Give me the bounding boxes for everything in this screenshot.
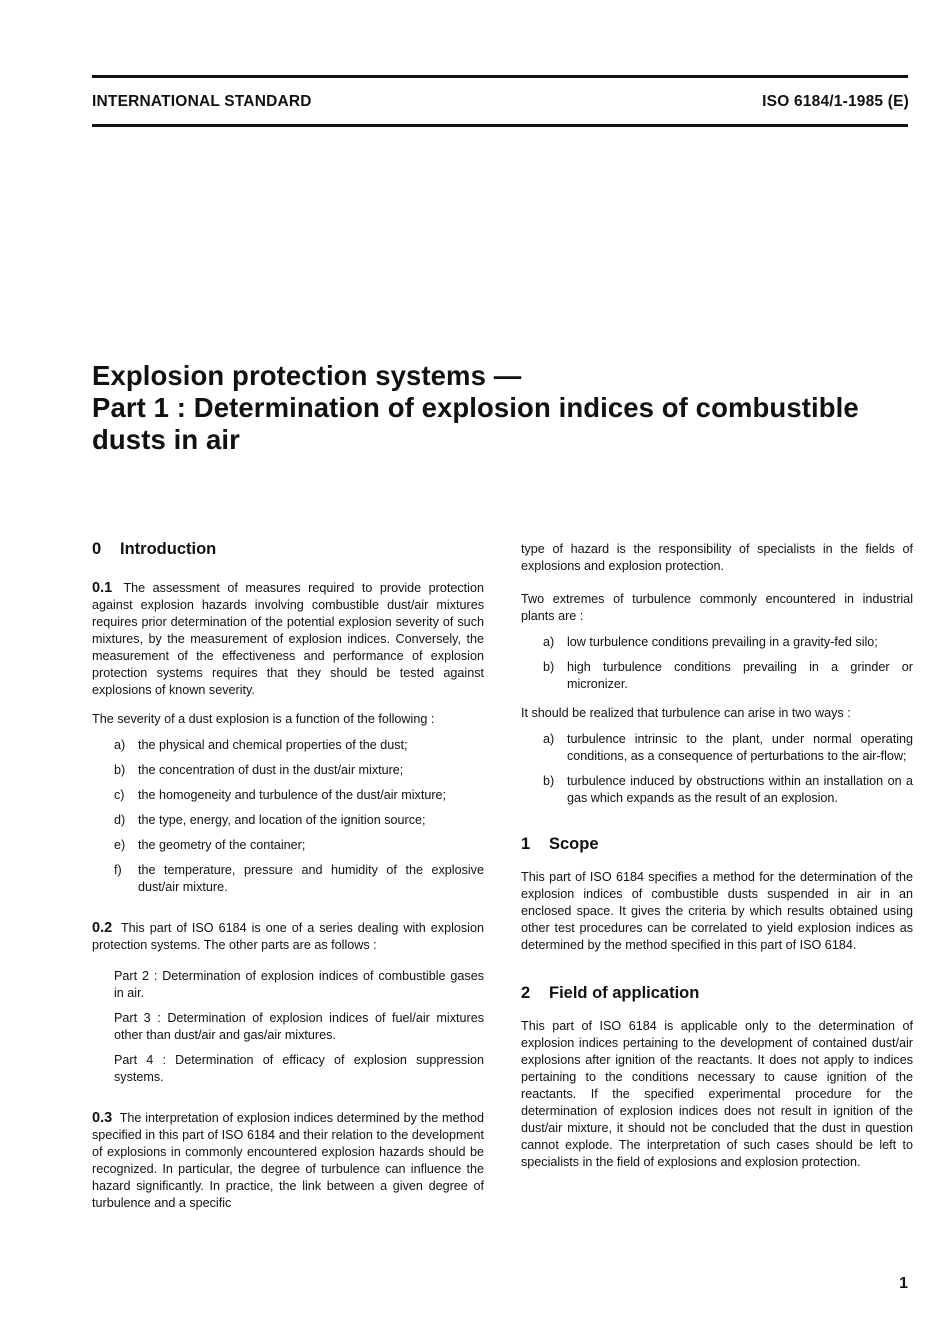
list-label: d) (114, 813, 126, 827)
list-text: the homogeneity and turbulence of the dust/air mixture; (138, 788, 447, 802)
page-number: 1 (899, 1275, 908, 1292)
list-label: a) (543, 732, 555, 746)
list-item (114, 812, 484, 829)
list-item (543, 634, 913, 651)
clause-number: 0.3 (92, 1110, 113, 1126)
clause-0-2 (92, 920, 484, 954)
list-item (114, 737, 484, 754)
top-rule (92, 75, 908, 78)
list-item (114, 762, 484, 779)
list-text: turbulence intrinsic to the plant, under normal operating conditions, as a consequence of perturbations to the air-flow; (567, 732, 913, 763)
right-column (521, 541, 913, 1180)
section-title: Field of application (549, 984, 700, 1002)
list-item (543, 731, 913, 765)
clause-number: 0.2 (92, 920, 113, 936)
list-label: a) (543, 635, 555, 649)
list-label: b) (543, 660, 555, 674)
continued-text: type of hazard is the responsibility of specialists in the fields of explosions and explosion protection. (521, 542, 913, 573)
list-text: the physical and chemical properties of the dust; (138, 738, 408, 752)
document-title (92, 360, 922, 456)
section-number: 2 (521, 984, 531, 1002)
field-text: This part of ISO 6184 is applicable only to the determination of explosion indices pertaining to the development of contained dust/air explosions after ignition of the reactants. It does not apply to indices pertaining to the conditions necessary to cause ignition of the reactants. If the specified experimental procedure for the determination of explosion indices does not result in ignition of the dust/air mixture, it should not be concluded that the dust in question cannot explode. The interpretation of such cases should be left to specialists in the field of explosions and explosion protection. (521, 1019, 913, 1169)
list-label: b) (114, 763, 126, 777)
list-label: a) (114, 738, 126, 752)
list-item (543, 659, 913, 693)
list-text: the concentration of dust in the dust/air mixture; (138, 763, 404, 777)
list-text: the type, energy, and location of the ignition source; (138, 813, 426, 827)
clause-0-1 (92, 580, 484, 699)
part-reference: Part 3 : Determination of explosion indices of fuel/air mixtures other than dust/air and gas/air mixtures. (114, 1011, 484, 1042)
scope-text: This part of ISO 6184 specifies a method for the determination of the explosion indices of combustible dusts suspended in air in an enclosed space. It gives the criteria by which results obtained using other test procedures can be correlated to yield explosion indices as determined by the method specified in this part of ISO 6184. (521, 870, 913, 952)
list-item (543, 773, 913, 807)
list-text: the temperature, pressure and humidity of the explosive dust/air mixture. (138, 863, 484, 894)
list-label: c) (114, 788, 125, 802)
header-standard-label: INTERNATIONAL STANDARD (92, 93, 312, 110)
title-line-1: Explosion protection systems — (92, 360, 522, 391)
header-bottom-rule (92, 124, 908, 127)
section-title: Introduction (120, 540, 217, 558)
ways-intro: It should be realized that turbulence can arise in two ways : (521, 706, 851, 720)
list-label: e) (114, 838, 126, 852)
list-text: low turbulence conditions prevailing in a gravity-fed silo; (567, 635, 878, 649)
title-line-2: Part 1 : Determination of explosion indices of combustible (92, 392, 859, 423)
section-field-heading (521, 982, 913, 1004)
list-item (114, 787, 484, 804)
section-title: Scope (549, 835, 599, 853)
clause-number: 0.1 (92, 580, 113, 596)
title-line-3: dusts in air (92, 424, 240, 455)
part-reference: Part 2 : Determination of explosion indices of combustible gases in air. (114, 969, 484, 1000)
list-label: b) (543, 774, 555, 788)
list-text: the geometry of the container; (138, 838, 306, 852)
clause-0-3 (92, 1110, 484, 1212)
part-reference: Part 4 : Determination of efficacy of explosion suppression systems. (114, 1053, 484, 1084)
header-document-number: ISO 6184/1-1985 (E) (762, 93, 909, 110)
section-scope-heading (521, 833, 913, 855)
list-text: turbulence induced by obstructions within an installation on a gas which expands as the result of an explosion. (567, 774, 913, 805)
clause-text: The assessment of measures required to provide protection against explosion hazards involving combustible dust/air mixtures requires prior determination of the potential explosion severity of such mixtures, by the measurement of explosion indices. Conversely, the measurement of the effectiveness and performance of explosion protection systems requires that they should be tested against explosions of known severity. (92, 581, 484, 697)
list-label: f) (114, 863, 122, 877)
clause-text: The interpretation of explosion indices determined by the method specified in this part of ISO 6184 and their relation to the development of explosions in commonly encountered explosion hazards should be recognized. In particular, the degree of turbulence can influence the hazard significantly. In practice, the link between a given degree of turbulence and a specific (92, 1111, 484, 1210)
list-item (114, 837, 484, 854)
section-number: 1 (521, 835, 531, 853)
severity-intro: The severity of a dust explosion is a function of the following : (92, 712, 435, 726)
list-item (114, 862, 484, 896)
list-text: high turbulence conditions prevailing in a grinder or micronizer. (567, 660, 913, 691)
section-number: 0 (92, 540, 102, 558)
turbulence-intro: Two extremes of turbulence commonly encountered in industrial plants are : (521, 592, 913, 623)
clause-text: This part of ISO 6184 is one of a series dealing with explosion protection systems. The other parts are as follows : (92, 921, 484, 952)
left-column (92, 538, 484, 1221)
section-introduction-heading (92, 538, 484, 560)
